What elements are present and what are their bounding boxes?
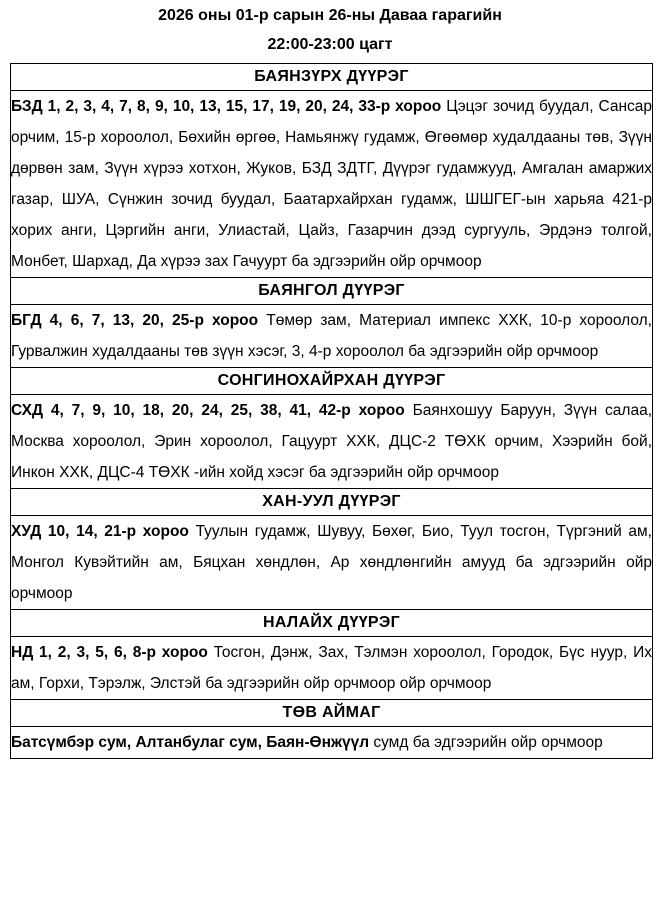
outage-schedule-table bbox=[10, 63, 653, 759]
document-time-title: 22:00-23:00 цагт bbox=[267, 36, 393, 53]
district-content-row bbox=[11, 727, 653, 759]
district-content-row bbox=[11, 305, 653, 368]
district-name: ТӨВ АЙМАГ bbox=[11, 700, 653, 727]
district-content bbox=[11, 305, 653, 368]
khoroo-list: БГД 4, 6, 7, 13, 20, 25-р хороо bbox=[11, 312, 259, 329]
district-header-row bbox=[11, 489, 653, 516]
document-date-title: 2026 оны 01-р сарын 26-ны Даваа гарагийн bbox=[158, 7, 502, 24]
area-list: Цэцэг зочид буудал, Сансар орчим, 15-р хороолол, Бөхийн өргөө, Намьянжү гудамж, Өгөөмөр худалдааны төв, Зүүн дөрвөн зам, Зүүн хүрээ хотхон, Жуков, БЗД ЗДТГ, Дүүрэг гудамжууд, Амгалан амаржих газар, ШУА, Сүнжин зочид буудал, Баатархайрхан гудамж, ШШГЕГ-ын харьяа 421-р хорих анги, Цэргийн анги, Улиастай, Цайз, Газарчин дээд сургууль, Эрдэнэ толгой, Монбет, Шархад, Да хүрээ зах Гачуурт ба эдгээрийн ойр орчмоор bbox=[11, 98, 652, 270]
khoroo-list: Батсүмбэр сум, Алтанбулаг сум, Баян-Өнжүүл bbox=[11, 734, 370, 751]
area-list: сумд ба эдгээрийн ойр орчмоор bbox=[373, 734, 603, 751]
district-content bbox=[11, 516, 653, 610]
khoroo-list: ХУД 10, 14, 21-р хороо bbox=[11, 523, 189, 540]
district-content-row bbox=[11, 395, 653, 489]
area-list: Туулын гудамж, Шувуу, Бөхөг, Био, Туул тосгон, Түргэний ам, Монгол Кувэйтийн ам, Бяцхан хөндлөн, Ар хөндлөнгийн амууд ба эдгээрийн ойр орчмоор bbox=[11, 523, 652, 602]
district-content-row bbox=[11, 637, 653, 700]
district-content bbox=[11, 91, 653, 278]
district-name: БАЯНЗҮРХ ДҮҮРЭГ bbox=[11, 64, 653, 91]
district-name: ХАН-УУЛ ДҮҮРЭГ bbox=[11, 489, 653, 516]
district-content-row bbox=[11, 516, 653, 610]
khoroo-list: БЗД 1, 2, 3, 4, 7, 8, 9, 10, 13, 15, 17, 19, 20, 24, 33-р хороо bbox=[11, 98, 442, 115]
district-name: НАЛАЙХ ДҮҮРЭГ bbox=[11, 610, 653, 637]
khoroo-list: СХД 4, 7, 9, 10, 18, 20, 24, 25, 38, 41, 42-р хороо bbox=[11, 402, 405, 419]
district-header-row bbox=[11, 64, 653, 91]
district-header-row bbox=[11, 368, 653, 395]
district-name: БАЯНГОЛ ДҮҮРЭГ bbox=[11, 278, 653, 305]
khoroo-list: НД 1, 2, 3, 5, 6, 8-р хороо bbox=[11, 644, 208, 661]
area-list: Баянхошуу Баруун, Зүүн салаа, Москва хороолол, Эрин хороолол, Гацуурт ХХК, ДЦС-2 ТӨХК орчим, Хээрийн бой, Инкон ХХК, ДЦС-4 ТӨХК -ийн хойд хэсэг ба эдгээрийн ойр орчмоор bbox=[11, 402, 652, 481]
district-content bbox=[11, 727, 653, 759]
district-content bbox=[11, 395, 653, 489]
area-list: Төмөр зам, Материал импекс ХХК, 10-р хороолол, Гурвалжин худалдааны төв зүүн хэсэг, 3, 4-р хороолол ба эдгээрийн ойр орчмоор bbox=[11, 312, 652, 360]
district-header-row bbox=[11, 610, 653, 637]
district-content bbox=[11, 637, 653, 700]
area-list: Тосгон, Дэнж, Зах, Тэлмэн хороолол, Городок, Бүс нуур, Их ам, Горхи, Тэрэлж, Элстэй ба эдгээрийн ойр орчмоор ойр орчмоор bbox=[11, 644, 652, 692]
district-content-row bbox=[11, 91, 653, 278]
district-name: СОНГИНОХАЙРХАН ДҮҮРЭГ bbox=[11, 368, 653, 395]
district-header-row bbox=[11, 278, 653, 305]
district-header-row bbox=[11, 700, 653, 727]
